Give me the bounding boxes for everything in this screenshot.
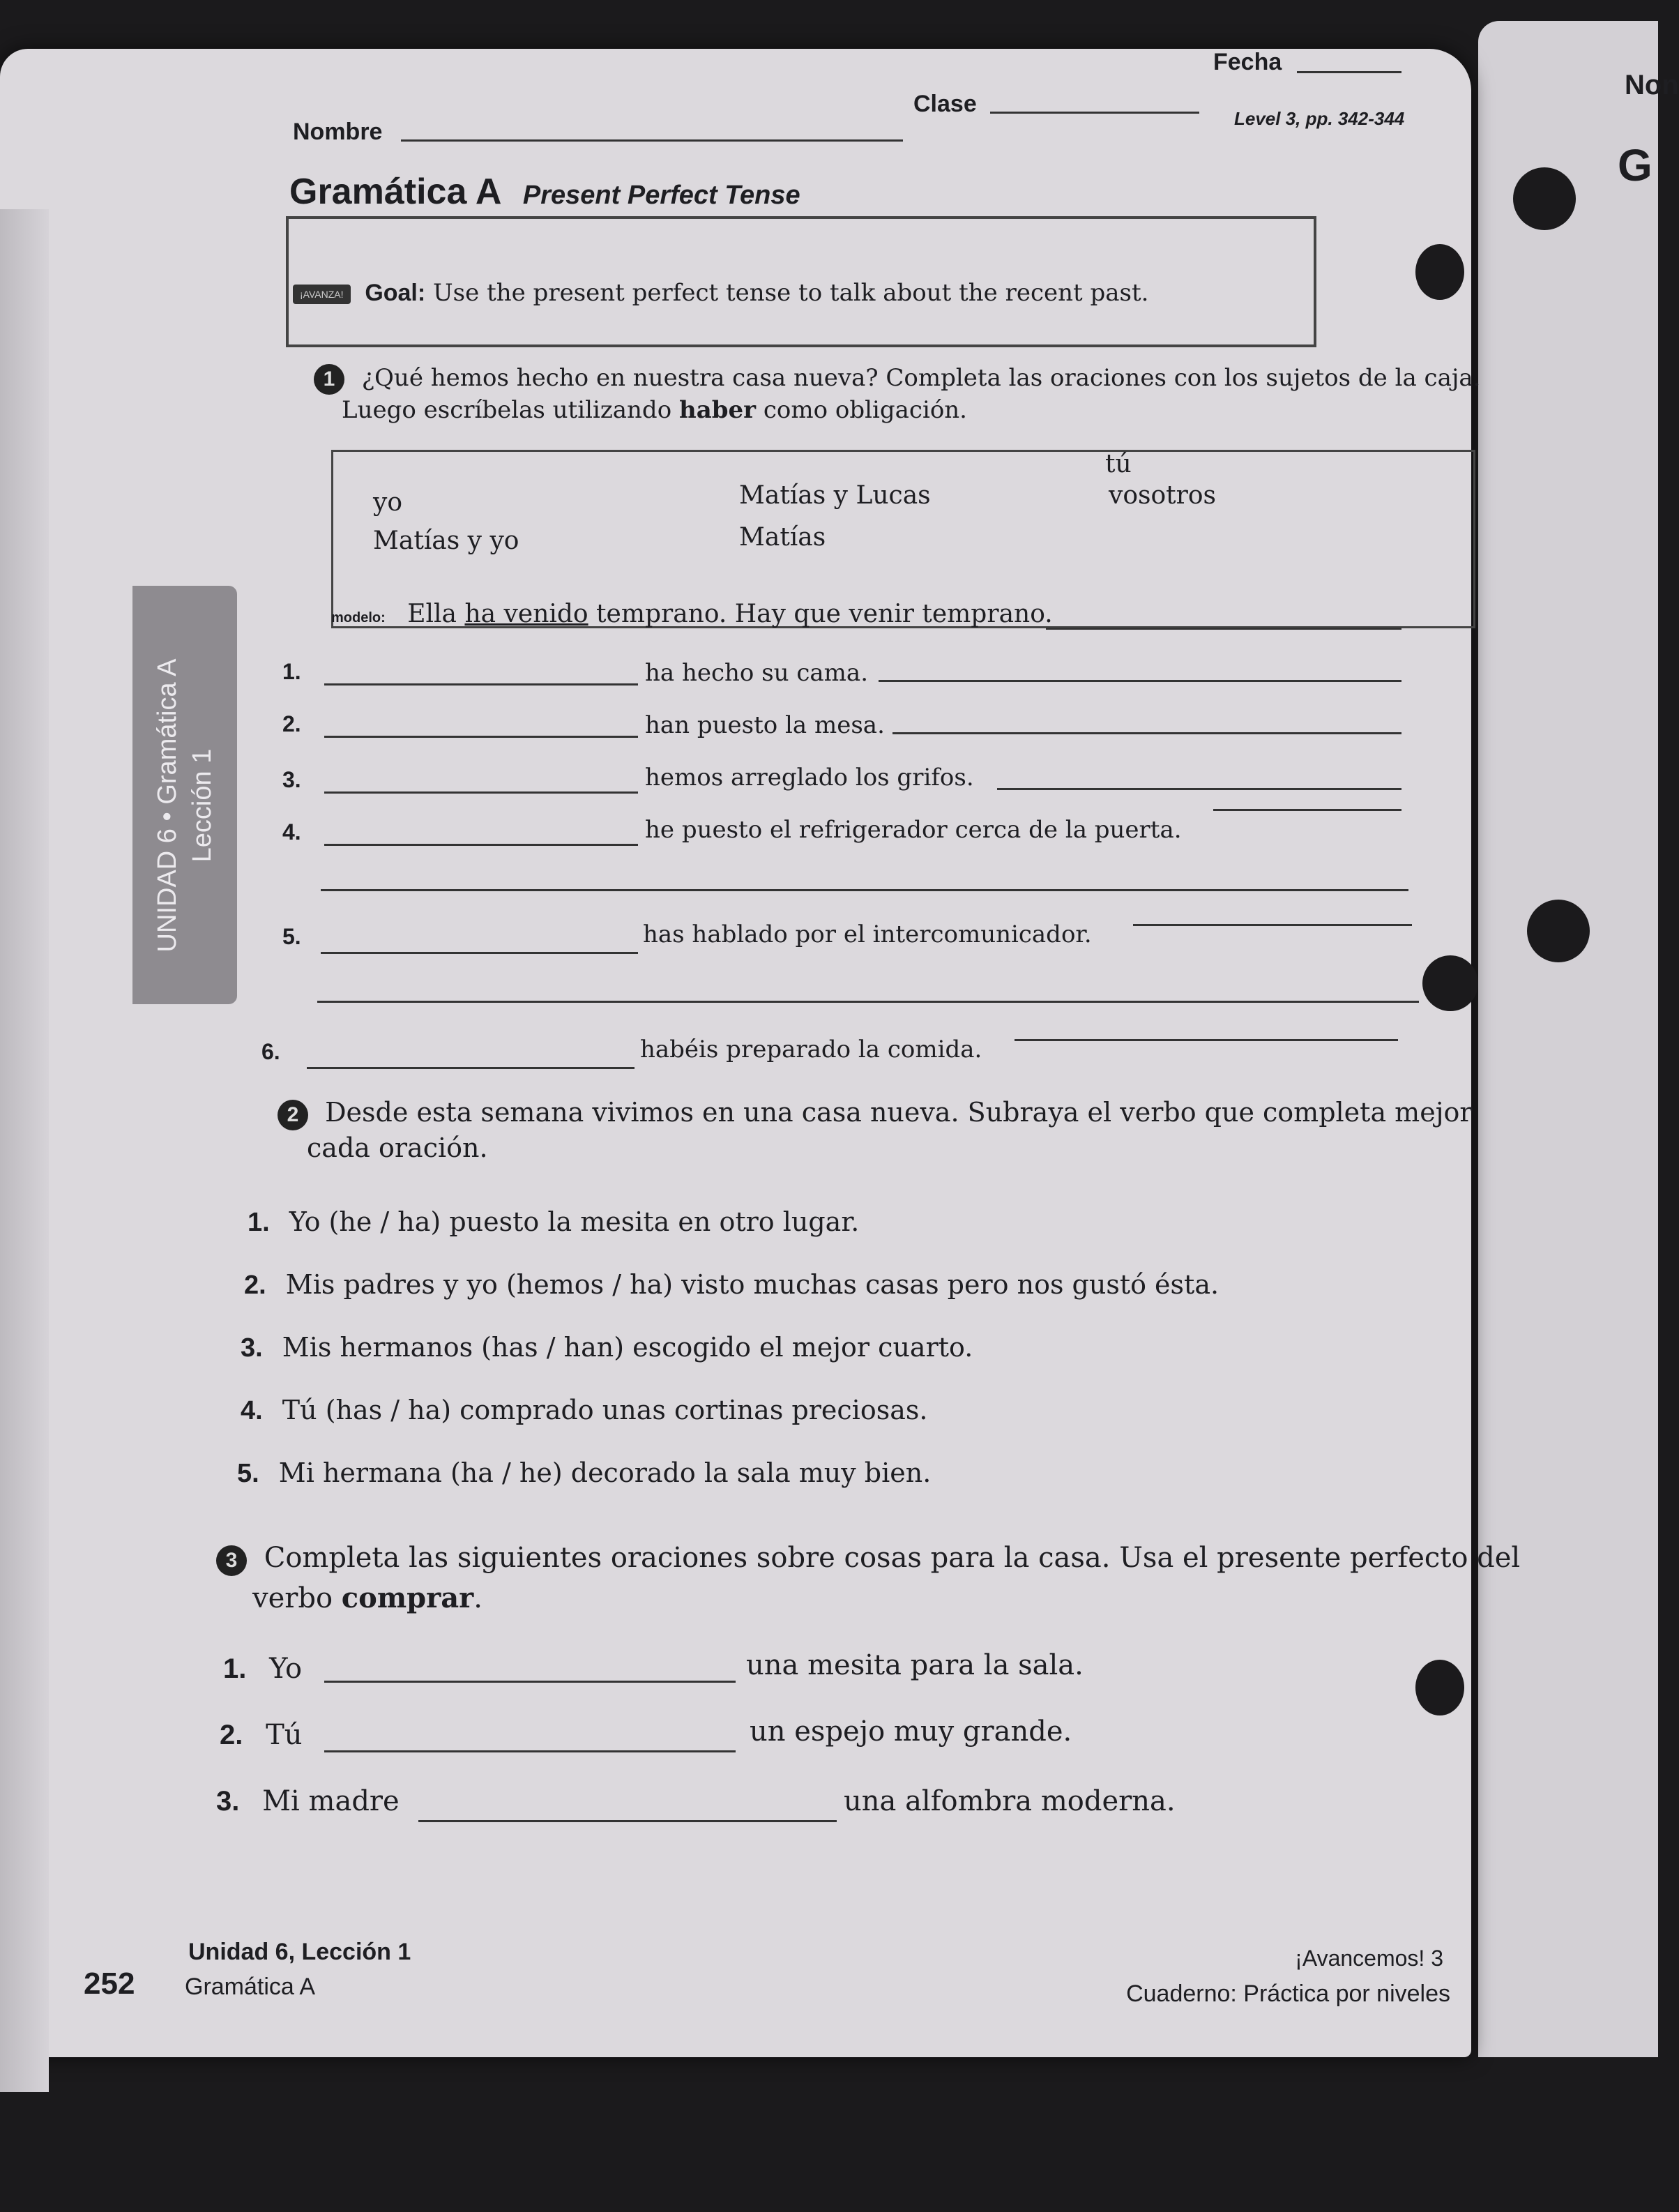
- ex1-rewrite-line[interactable]: [1213, 809, 1401, 811]
- ex1-instructions: [314, 363, 1481, 425]
- ex2-item-number: 5.: [237, 1459, 259, 1488]
- ex1-item-number: 6.: [261, 1039, 280, 1064]
- ex1-rewrite-line[interactable]: [317, 1001, 1419, 1003]
- ex1-item-number: 4.: [282, 819, 301, 844]
- side-tab-unit: UNIDAD 6 • Gramática A: [153, 658, 182, 953]
- ex2-item-number: 3.: [241, 1333, 263, 1363]
- ex2-item-text: Tú (has / ha) comprado unas cortinas preciosas.: [282, 1395, 928, 1425]
- ex1-answer-blank[interactable]: [307, 1067, 635, 1069]
- wordbox-item: tú: [1105, 450, 1132, 478]
- ex1-item-text: he puesto el refrigerador cerca de la puerta.: [645, 816, 1182, 844]
- page-number: 252: [84, 1967, 135, 2001]
- ex2-item-number: 1.: [248, 1208, 270, 1237]
- avanza-badge: ¡AVANZA!: [293, 285, 351, 304]
- ex1-item-number: 1.: [282, 659, 301, 684]
- fecha-label: Fecha: [1213, 49, 1282, 75]
- ex2-instructions-2: cada oración.: [307, 1132, 488, 1163]
- nombre-line[interactable]: [401, 139, 903, 142]
- ex3-number: 3: [216, 1545, 247, 1576]
- next-page-letter: G: [1618, 140, 1653, 190]
- modelo-line: [331, 600, 1053, 628]
- ex1-instructions-2: Luego escríbelas utilizando haber como obligación.: [342, 396, 967, 424]
- ex3-item-rest: un espejo muy grande.: [750, 1715, 1072, 1748]
- ex3-item-rest: una mesita para la sala.: [746, 1649, 1084, 1681]
- footer-section: Gramática A: [185, 1974, 316, 2000]
- ex1-answer-blank[interactable]: [324, 791, 638, 794]
- side-tab-lesson: Lección 1: [188, 748, 217, 863]
- next-page: [1478, 21, 1679, 2057]
- ex1-answer-blank[interactable]: [324, 683, 638, 685]
- nombre-label: Nombre: [293, 119, 383, 145]
- binder-hole: [1415, 244, 1464, 300]
- ex2-item-number: 4.: [241, 1396, 263, 1425]
- footer-unit: Unidad 6, Lección 1: [188, 1939, 411, 1965]
- ex3-answer-blank[interactable]: [418, 1820, 837, 1822]
- next-page-fragment: Non: [1625, 70, 1679, 100]
- goal-line: [293, 279, 1148, 307]
- ex1-number: 1: [314, 364, 344, 395]
- clase-line[interactable]: [990, 112, 1199, 114]
- ex2-item-text: Mis hermanos (has / han) escogido el mejor cuarto.: [282, 1332, 973, 1363]
- title-main: Gramática A: [289, 172, 502, 212]
- modelo-post: temprano. Hay que venir temprano.: [588, 600, 1053, 628]
- wordbox-item: vosotros: [1109, 481, 1216, 510]
- page-edge: [0, 209, 49, 2092]
- ex2-instructions-1: Desde esta semana vivimos en una casa nueva. Subraya el verbo que completa mejor: [325, 1097, 1473, 1128]
- unit-side-tab: [132, 586, 237, 1004]
- ex1-rewrite-line[interactable]: [1015, 1039, 1398, 1041]
- ex1-item-number: 3.: [282, 767, 301, 792]
- level-reference: Level 3, pp. 342-344: [1234, 108, 1405, 129]
- ex3-item-subject: Tú: [266, 1719, 303, 1751]
- ex1-rewrite-line[interactable]: [997, 788, 1401, 790]
- title-sub: Present Perfect Tense: [522, 181, 800, 210]
- ex1-item-text: ha hecho su cama.: [645, 659, 868, 687]
- ex3-item-number: 1.: [223, 1653, 247, 1684]
- binder-hole: [1422, 955, 1478, 1011]
- ex2-item-number: 2.: [244, 1271, 266, 1300]
- ex3-item: [220, 1719, 303, 1751]
- ex2-item[interactable]: [244, 1269, 1219, 1301]
- ex1-item-text: han puesto la mesa.: [645, 711, 885, 739]
- ex1-item-text: habéis preparado la comida.: [640, 1036, 982, 1063]
- ex1-item-text: hemos arreglado los grifos.: [645, 764, 974, 791]
- ex1-answer-blank[interactable]: [324, 844, 638, 846]
- ex1-item-text: has hablado por el intercomunicador.: [643, 921, 1092, 948]
- binder-hole: [1415, 1660, 1464, 1715]
- goal-label: Goal:: [365, 280, 426, 306]
- footer-book: ¡Avancemos! 3: [1295, 1946, 1443, 1971]
- ex3-item-number: 2.: [220, 1720, 243, 1750]
- ex2-item-text: Yo (he / ha) puesto la mesita en otro lugar.: [289, 1206, 860, 1237]
- ex2-item-text: Mis padres y yo (hemos / ha) visto muchas casas pero nos gustó ésta.: [285, 1269, 1220, 1300]
- ex3-item-subject: Mi madre: [262, 1785, 400, 1817]
- ex1-answer-blank[interactable]: [324, 736, 638, 738]
- ex1-rewrite-line[interactable]: [892, 732, 1401, 734]
- ex3-item-subject: Yo: [269, 1653, 303, 1685]
- ex3-item-number: 3.: [216, 1786, 240, 1817]
- next-page-hole: [1513, 167, 1576, 230]
- ex2-item[interactable]: [241, 1395, 927, 1426]
- ex2-item[interactable]: [241, 1332, 973, 1363]
- next-page-hole: [1527, 900, 1590, 962]
- wordbox-item: Matías: [739, 523, 826, 552]
- ex1-instructions-1: ¿Qué hemos hecho en nuestra casa nueva? Completa las oraciones con los sujetos de la caja.: [361, 364, 1481, 392]
- ex3-item: [216, 1785, 400, 1817]
- modelo-label: modelo:: [331, 610, 386, 626]
- ex2-item-text: Mi hermana (ha / he) decorado la sala muy bien.: [278, 1457, 932, 1488]
- page-title: [289, 171, 800, 213]
- ex3-item: [223, 1653, 302, 1685]
- wordbox-item: Matías y Lucas: [739, 481, 931, 510]
- ex3-answer-blank[interactable]: [324, 1750, 736, 1752]
- ex3-item-rest: una alfombra moderna.: [844, 1785, 1176, 1817]
- ex1-answer-blank[interactable]: [321, 952, 638, 954]
- side-tab-text: [150, 624, 220, 987]
- ex3-instructions-1: Completa las siguientes oraciones sobre cosas para la casa. Usa el presente perfecto del: [264, 1542, 1521, 1574]
- ex2-instructions: [278, 1095, 1473, 1165]
- ex2-number: 2: [278, 1100, 308, 1130]
- ex3-answer-blank[interactable]: [324, 1681, 736, 1683]
- ex1-rewrite-line[interactable]: [1133, 924, 1412, 926]
- wordbox-item: Matías y yo: [373, 527, 519, 555]
- worksheet-page: [0, 49, 1521, 2057]
- modelo-pre: Ella: [407, 600, 465, 628]
- ex1-item-number: 5.: [282, 924, 301, 949]
- modelo-underlined: ha venido: [464, 600, 588, 628]
- ex2-item[interactable]: [237, 1457, 931, 1489]
- modelo-answer-line: [1046, 628, 1401, 630]
- goal-text: Use the present perfect tense to talk about the recent past.: [433, 279, 1149, 307]
- fecha-line[interactable]: [1297, 71, 1401, 73]
- ex1-rewrite-line[interactable]: [879, 680, 1401, 682]
- ex2-item[interactable]: [248, 1206, 859, 1238]
- ex1-item-number: 2.: [282, 711, 301, 736]
- ex3-instructions: [216, 1538, 1520, 1619]
- footer-cuaderno: Cuaderno: Práctica por niveles: [1126, 1980, 1450, 2007]
- ex1-rewrite-line[interactable]: [321, 889, 1408, 891]
- clase-label: Clase: [913, 91, 977, 117]
- ex3-instructions-2: verbo comprar.: [252, 1582, 483, 1614]
- wordbox-item: yo: [373, 488, 403, 517]
